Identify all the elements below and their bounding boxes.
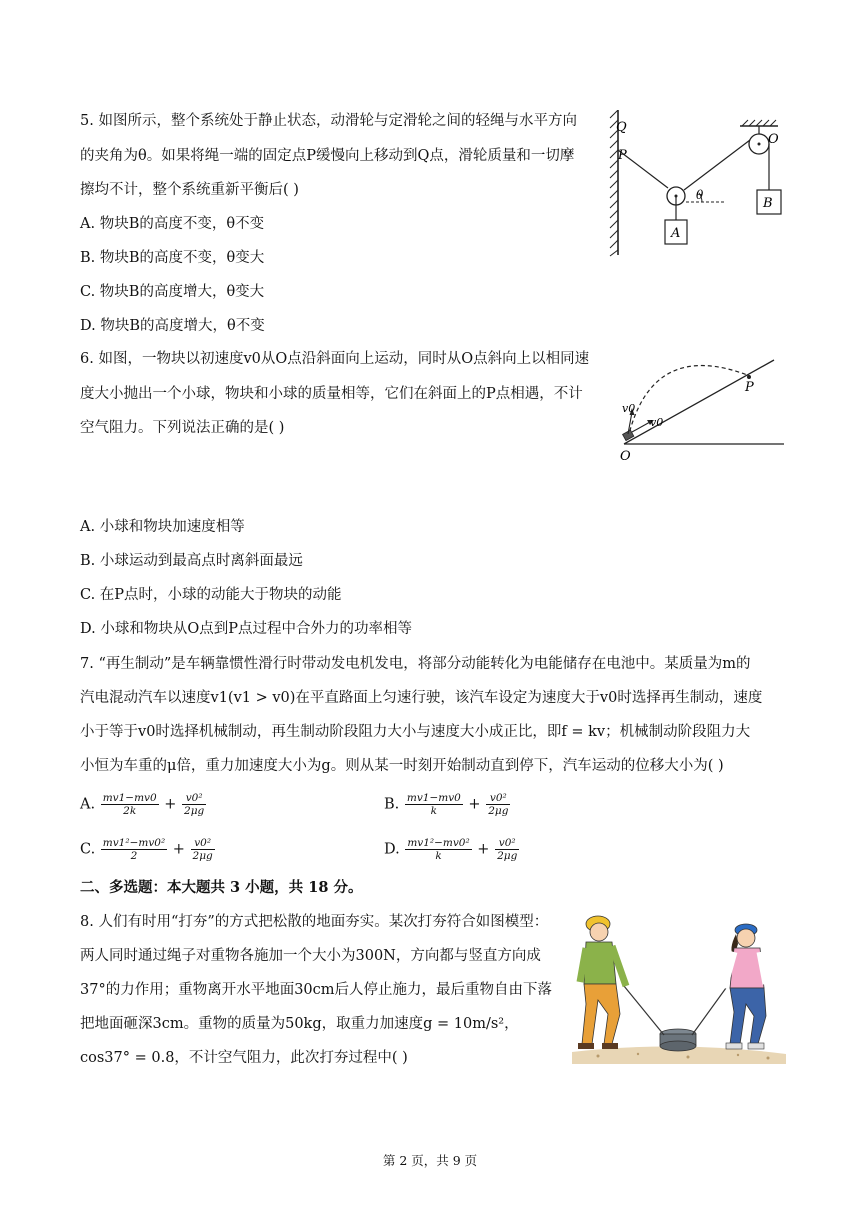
q6-stem-line2: 度大小抛出一个小球，物块和小球的质量相等，它们在斜面上的P点相遇，不计 <box>80 386 583 402</box>
q5-label-p: P <box>618 148 627 163</box>
q7-option-a: A. $\frac{mv1-mv0}{2k}$ + $\frac{\text{v0²}}{2\mu g}$ <box>80 792 205 817</box>
q7-stem-line3: 小于等于v0时选择机械制动，再生制动阶段阻力大小与速度大小成正比，即f = kv；机械制动阶段阻力大 <box>80 724 751 740</box>
q8-stem-line1: 8. 人们有时用“打夯”的方式把松散的地面夯实。某次打夯符合如图模型： <box>80 914 549 930</box>
q6-option-d: D. 小球和物块从O点到P点过程中合外力的功率相等 <box>80 621 412 637</box>
q5-stem-line3: 擦均不计，整个系统重新平衡后( ) <box>80 182 299 198</box>
q7-option-c: C. $\frac{\text{mv1²−mv0²}}{2}$ + $\frac{\text{v0²}}{2\mu g}$ <box>80 837 213 862</box>
q7-option-d: D. $\frac{\text{mv1²−mv0²}}{k}$ + $\frac{\text{v0²}}{2\mu g}$ <box>384 837 518 862</box>
q7-stem-line2: 汽电混动汽车以速度v1(v1 > v0)在平直路面上匀速行驶，该汽车设定为速度大于v0时选择再生制动，速度 <box>80 690 763 706</box>
q5-label-theta: θ <box>696 188 704 202</box>
q8-stem-line4: 把地面砸深3cm。重物的质量为50kg，取重力加速度g = 10m/s²， <box>80 1016 519 1032</box>
q7-stem-line1: 7. “再生制动”是车辆靠惯性滑行时带动发电机发电，将部分动能转化为电能储存在电池中。某质量为m的 <box>80 656 751 672</box>
q8-tamping-illustration <box>568 904 790 1068</box>
q8-stem-line3: 37°的力作用；重物离开水平地面30cm后人停止施力，最后重物自由下落 <box>80 982 553 998</box>
q5-label-b: B <box>763 196 773 211</box>
q7-option-b: B. $\frac{mv1-mv0}{k}$ + $\frac{\text{v0²}}{2\mu g}$ <box>384 792 509 817</box>
q8-stem-line2: 两人同时通过绳子对重物各施加一个大小为300N，方向都与竖直方向成 <box>80 948 541 964</box>
q5-label-q: Q <box>616 120 627 135</box>
q5-stem-line2: 的夹角为θ。如果将绳一端的固定点P缓慢向上移动到Q点，滑轮质量和一切摩 <box>80 148 575 164</box>
q5-option-d: D. 物块B的高度增大，θ不变 <box>80 318 265 334</box>
section-heading: 二、多选题：本大题共 3 小题，共 18 分。 <box>80 879 363 896</box>
q6-option-a: A. 小球和物块加速度相等 <box>80 519 245 535</box>
q5-label-o: O <box>768 132 779 147</box>
q6-label-v0-incline: v0 <box>650 416 664 429</box>
q5-option-a: A. 物块B的高度不变，θ不变 <box>80 216 265 232</box>
page-footer: 第 2 页，共 9 页 <box>382 1153 478 1168</box>
q5-stem-line1: 5. 如图所示，整个系统处于静止状态，动滑轮与定滑轮之间的轻绳与水平方向 <box>80 113 577 129</box>
q5-pulley-diagram <box>606 110 796 260</box>
q6-label-p: P <box>745 380 754 395</box>
q5-option-c: C. 物块B的高度增大，θ变大 <box>80 284 265 300</box>
q8-stem-line5: cos37° = 0.8，不计空气阻力，此次打夯过程中( ) <box>80 1050 408 1066</box>
q6-stem-line3: 空气阻力。下列说法正确的是( ) <box>80 420 285 436</box>
q6-incline-diagram <box>612 346 788 466</box>
q5-option-b: B. 物块B的高度不变，θ变大 <box>80 250 265 266</box>
q5-label-a: A <box>671 226 681 241</box>
q7-stem-line4: 小恒为车重的μ倍，重力加速度大小为g。则从某一时刻开始制动直到停下，汽车运动的位移大小为( ) <box>80 758 724 774</box>
q6-option-b: B. 小球运动到最高点时离斜面最远 <box>80 553 303 569</box>
q6-label-o: O <box>620 449 631 464</box>
q6-stem-line1: 6. 如图，一物块以初速度v0从O点沿斜面向上运动，同时从O点斜向上以相同速 <box>80 351 590 367</box>
q6-option-c: C. 在P点时，小球的动能大于物块的动能 <box>80 587 342 603</box>
q6-label-v0-vertical: v0 <box>622 402 636 415</box>
